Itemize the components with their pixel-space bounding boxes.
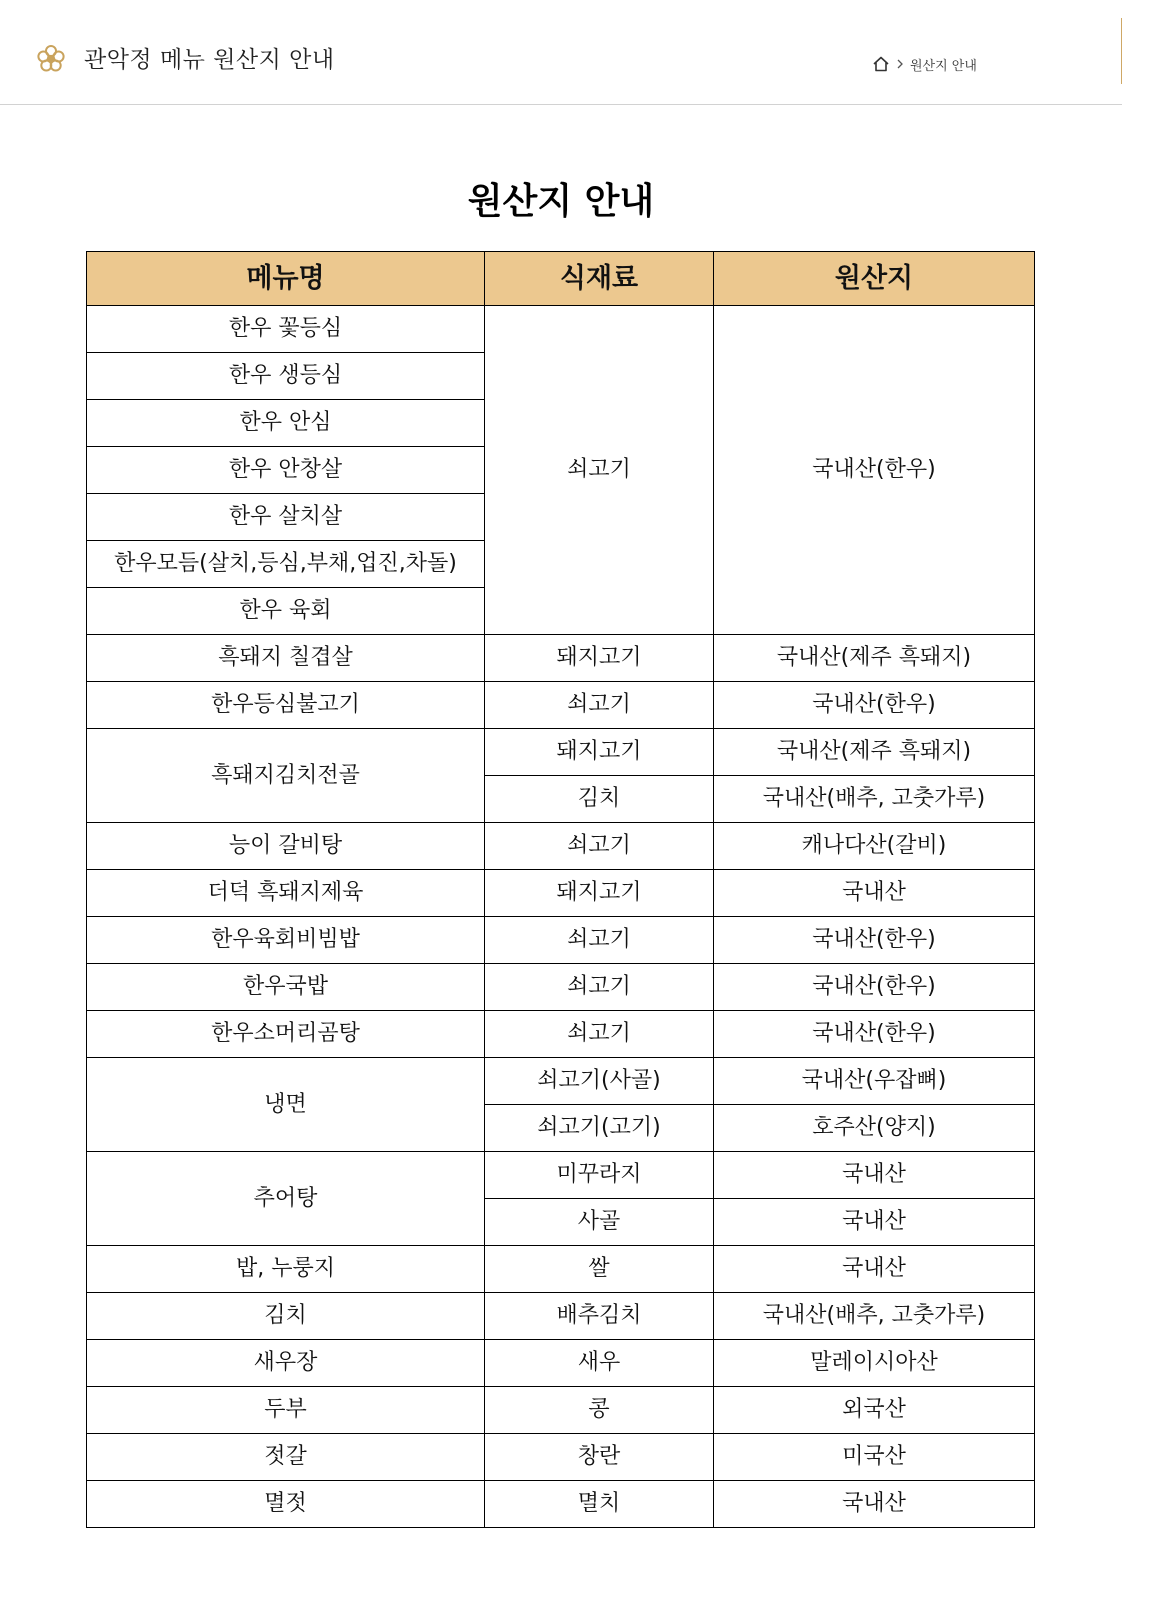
origin-cell: 국내산(한우) <box>714 917 1035 964</box>
table-row <box>87 1434 1035 1481</box>
origin-cell: 국내산(한우) <box>714 964 1035 1011</box>
table-row <box>87 1387 1035 1434</box>
ingredient-cell: 쇠고기 <box>485 917 714 964</box>
menu-name-cell: 젓갈 <box>87 1434 485 1481</box>
origin-cell: 미국산 <box>714 1434 1035 1481</box>
menu-name-cell: 능이 갈비탕 <box>87 823 485 870</box>
menu-name-cell: 흑돼지김치전골 <box>87 729 485 823</box>
ingredient-cell: 창란 <box>485 1434 714 1481</box>
table-body <box>87 306 1035 1528</box>
table-row <box>87 1340 1035 1387</box>
breadcrumb <box>872 52 977 76</box>
ingredient-cell: 김치 <box>485 776 714 823</box>
origin-cell: 국내산 <box>714 870 1035 917</box>
table-row <box>87 729 1035 776</box>
page-title: 원산지 안내 <box>467 181 655 222</box>
table-row <box>87 1152 1035 1199</box>
menu-name-cell: 한우모듬(살치,등심,부채,업진,차돌) <box>87 541 485 588</box>
ingredient-cell: 쌀 <box>485 1246 714 1293</box>
ingredient-cell: 사골 <box>485 1199 714 1246</box>
menu-name-cell: 한우 안창살 <box>87 447 485 494</box>
ingredient-cell: 돼지고기 <box>485 870 714 917</box>
ingredient-cell: 쇠고기 <box>485 306 714 635</box>
table-row <box>87 823 1035 870</box>
origin-cell: 호주산(양지) <box>714 1105 1035 1152</box>
table-row <box>87 964 1035 1011</box>
origin-cell: 국내산(한우) <box>714 1011 1035 1058</box>
origin-cell: 국내산(배추, 고춧가루) <box>714 1293 1035 1340</box>
table-row <box>87 1058 1035 1105</box>
origin-cell: 국내산(배추, 고춧가루) <box>714 776 1035 823</box>
menu-name-cell: 두부 <box>87 1387 485 1434</box>
table-row <box>87 1293 1035 1340</box>
table-row <box>87 1011 1035 1058</box>
menu-name-cell: 밥, 누룽지 <box>87 1246 485 1293</box>
menu-name-cell: 한우 육회 <box>87 588 485 635</box>
ingredient-cell: 배추김치 <box>485 1293 714 1340</box>
origin-cell: 국내산(제주 흑돼지) <box>714 729 1035 776</box>
ingredient-cell: 쇠고기(고기) <box>485 1105 714 1152</box>
menu-name-cell: 한우육회비빔밥 <box>87 917 485 964</box>
table-row <box>87 1246 1035 1293</box>
origin-cell: 외국산 <box>714 1387 1035 1434</box>
menu-name-cell: 냉면 <box>87 1058 485 1152</box>
origin-cell: 국내산(제주 흑돼지) <box>714 635 1035 682</box>
origin-cell: 말레이시아산 <box>714 1340 1035 1387</box>
menu-name-cell: 흑돼지 칠겹살 <box>87 635 485 682</box>
ingredient-cell: 쇠고기 <box>485 1011 714 1058</box>
header-origin: 원산지 <box>714 252 1035 306</box>
menu-name-cell: 추어탕 <box>87 1152 485 1246</box>
ingredient-cell: 콩 <box>485 1387 714 1434</box>
origin-cell: 국내산 <box>714 1481 1035 1528</box>
menu-name-cell: 한우등심불고기 <box>87 682 485 729</box>
origin-cell: 국내산(한우) <box>714 682 1035 729</box>
header-accent-line <box>1121 18 1122 84</box>
origin-cell: 국내산 <box>714 1246 1035 1293</box>
menu-name-cell: 한우 꽃등심 <box>87 306 485 353</box>
menu-name-cell: 한우국밥 <box>87 964 485 1011</box>
chevron-right-icon <box>894 58 906 70</box>
ingredient-cell: 돼지고기 <box>485 635 714 682</box>
table-row <box>87 306 1035 353</box>
menu-name-cell: 한우 생등심 <box>87 353 485 400</box>
ingredient-cell: 쇠고기 <box>485 964 714 1011</box>
origin-table <box>86 251 1035 1528</box>
ingredient-cell: 멸치 <box>485 1481 714 1528</box>
ingredient-cell: 새우 <box>485 1340 714 1387</box>
menu-name-cell: 한우 살치살 <box>87 494 485 541</box>
header-menu: 메뉴명 <box>87 252 485 306</box>
origin-cell: 국내산(한우) <box>714 306 1035 635</box>
origin-cell: 캐나다산(갈비) <box>714 823 1035 870</box>
top-header <box>0 0 1122 105</box>
ingredient-cell: 쇠고기 <box>485 682 714 729</box>
menu-name-cell: 멸젓 <box>87 1481 485 1528</box>
ingredient-cell: 쇠고기(사골) <box>485 1058 714 1105</box>
breadcrumb-current[interactable]: 원산지 안내 <box>910 58 977 74</box>
home-icon[interactable] <box>872 55 890 73</box>
ingredient-cell: 쇠고기 <box>485 823 714 870</box>
header-ingredient: 식재료 <box>485 252 714 306</box>
menu-name-cell: 더덕 흑돼지제육 <box>87 870 485 917</box>
table-row <box>87 870 1035 917</box>
menu-name-cell: 새우장 <box>87 1340 485 1387</box>
table-row <box>87 682 1035 729</box>
table-header-row <box>87 252 1035 306</box>
origin-cell: 국내산(우잡뼈) <box>714 1058 1035 1105</box>
menu-name-cell: 한우 안심 <box>87 400 485 447</box>
table-row <box>87 635 1035 682</box>
menu-name-cell: 김치 <box>87 1293 485 1340</box>
origin-cell: 국내산 <box>714 1199 1035 1246</box>
site-title: 관악정 메뉴 원산지 안내 <box>84 47 335 73</box>
menu-name-cell: 한우소머리곰탕 <box>87 1011 485 1058</box>
flower-logo-icon[interactable] <box>36 44 66 74</box>
ingredient-cell: 미꾸라지 <box>485 1152 714 1199</box>
origin-cell: 국내산 <box>714 1152 1035 1199</box>
table-row <box>87 917 1035 964</box>
table-row <box>87 1481 1035 1528</box>
ingredient-cell: 돼지고기 <box>485 729 714 776</box>
